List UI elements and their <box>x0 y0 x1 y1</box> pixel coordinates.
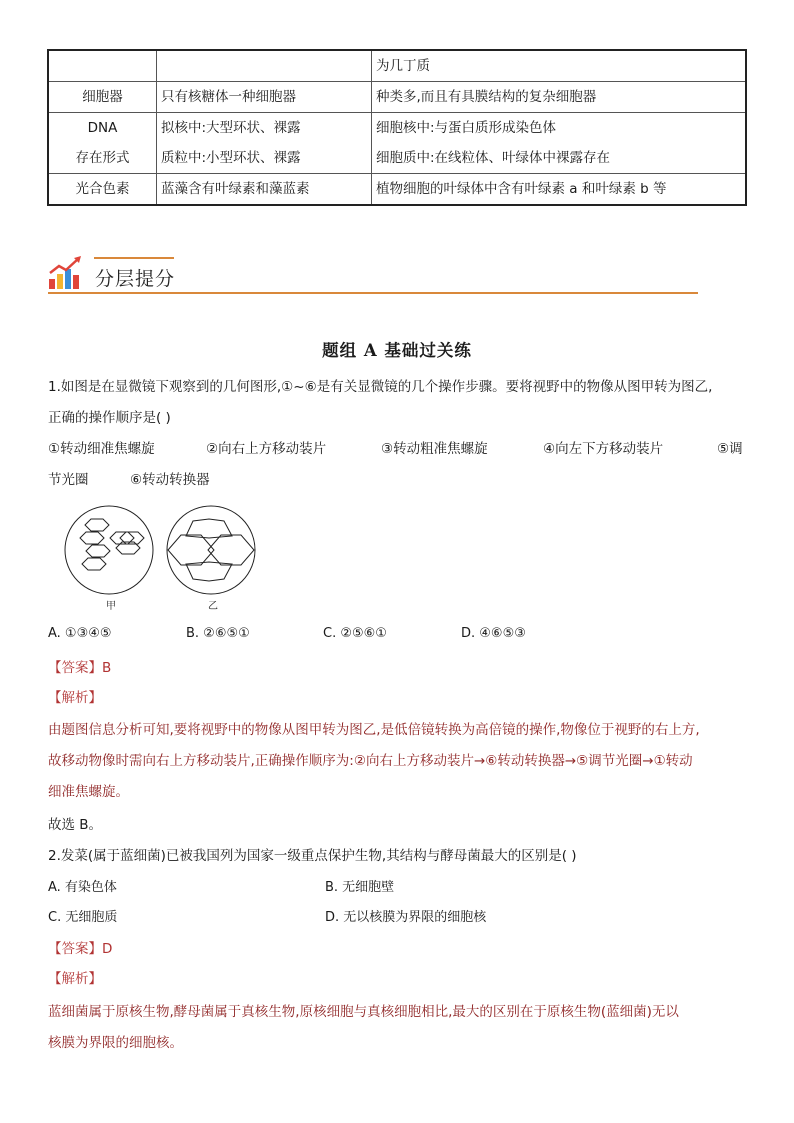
q1-analysis-line: 细准焦螺旋。 <box>48 784 129 800</box>
q1-analysis-label: 【解析】 <box>48 690 102 706</box>
cell-line: 质粒中:小型环状、裸露 <box>161 150 301 166</box>
table-cell <box>157 113 372 174</box>
q2-analysis-line: 核膜为界限的细胞核。 <box>48 1035 183 1051</box>
table-cell <box>372 113 747 174</box>
table-row <box>48 82 746 113</box>
figure-label-jia: 甲 <box>106 601 116 612</box>
q1-option-b[interactable]: B. ②⑥⑤① <box>186 626 250 641</box>
q1-answer: 【答案】B <box>48 660 112 676</box>
q2-answer: 【答案】D <box>48 941 113 957</box>
q2-option-d[interactable]: D. 无以核膜为界限的细胞核 <box>325 910 487 925</box>
table-row <box>48 174 746 206</box>
q1-analysis-line: 由题图信息分析可知,要将视野中的物像从图甲转为图乙,是低倍镜转换为高倍镜的操作,物像位于视野的右上方, <box>48 722 700 738</box>
q2-option-b[interactable]: B. 无细胞壁 <box>325 880 395 895</box>
table-row <box>48 50 746 82</box>
q1-step: 节光圈 <box>48 472 89 488</box>
q1-option-a[interactable]: A. ①③④⑤ <box>48 626 112 641</box>
q2-stem: 2.发菜(属于蓝细菌)已被我国列为国家一级重点保护生物,其结构与酵母菌最大的区别是( ) <box>48 848 577 864</box>
q1-step: ③转动粗准焦螺旋 <box>381 441 488 457</box>
table-cell: 只有核糖体一种细胞器 <box>157 82 372 113</box>
q1-stem-line: 1.如图是在显微镜下观察到的几何图形,①~⑥是有关显微镜的几个操作步骤。要将视野中的物像从图甲转为图乙, <box>48 379 713 395</box>
q1-step: ⑥转动转换器 <box>130 472 210 488</box>
q1-step: ⑤调 <box>717 441 743 457</box>
cell-line: DNA <box>87 120 118 136</box>
group-title: 题组 A 基础过关练 <box>322 341 472 360</box>
q1-step: ④向左下方移动装片 <box>543 441 664 457</box>
microscope-field-figure <box>60 505 270 613</box>
cell-line: 存在形式 <box>75 150 130 166</box>
comparison-table <box>47 49 747 206</box>
section-divider <box>48 292 698 294</box>
section-top-line <box>94 257 174 259</box>
cell-line: 细胞核中:与蛋白质形成染色体 <box>376 120 557 136</box>
table-cell <box>48 113 157 174</box>
table-cell: 光合色素 <box>48 174 157 206</box>
figure-label-yi: 乙 <box>208 601 218 612</box>
q1-step: ①转动细准焦螺旋 <box>48 441 155 457</box>
table-cell <box>157 50 372 82</box>
table-row <box>48 113 746 174</box>
table-cell: 种类多,而且有具膜结构的复杂细胞器 <box>372 82 747 113</box>
q1-option-d[interactable]: D. ④⑥⑤③ <box>461 626 526 641</box>
table-cell: 细胞器 <box>48 82 157 113</box>
section-title: 分层提分 <box>95 268 176 290</box>
table-cell: 为几丁质 <box>372 50 747 82</box>
cell-line: 拟核中:大型环状、裸露 <box>161 120 301 136</box>
table-cell: 植物细胞的叶绿体中含有叶绿素 a 和叶绿素 b 等 <box>372 174 747 206</box>
q1-step: ②向右上方移动装片 <box>206 441 327 457</box>
q2-option-c[interactable]: C. 无细胞质 <box>48 910 118 925</box>
q2-analysis-line: 蓝细菌属于原核生物,酵母菌属于真核生物,原核细胞与真核细胞相比,最大的区别在于原核生物(蓝细菌)无以 <box>48 1004 679 1020</box>
q1-analysis-line: 故移动物像时需向右上方移动装片,正确操作顺序为:②向右上方移动装片→⑥转动转换器→⑤调节光圈→①转动 <box>48 753 693 769</box>
table-cell: 蓝藻含有叶绿素和藻蓝素 <box>157 174 372 206</box>
q1-option-c[interactable]: C. ②⑤⑥① <box>323 626 387 641</box>
q2-analysis-label: 【解析】 <box>48 971 102 987</box>
growth-chart-icon <box>47 255 83 291</box>
q2-option-a[interactable]: A. 有染色体 <box>48 880 117 895</box>
q1-conclusion: 故选 B。 <box>48 817 103 833</box>
q1-stem-line: 正确的操作顺序是( ) <box>48 410 171 426</box>
table-cell <box>48 50 157 82</box>
cell-line: 细胞质中:在线粒体、叶绿体中裸露存在 <box>376 150 611 166</box>
